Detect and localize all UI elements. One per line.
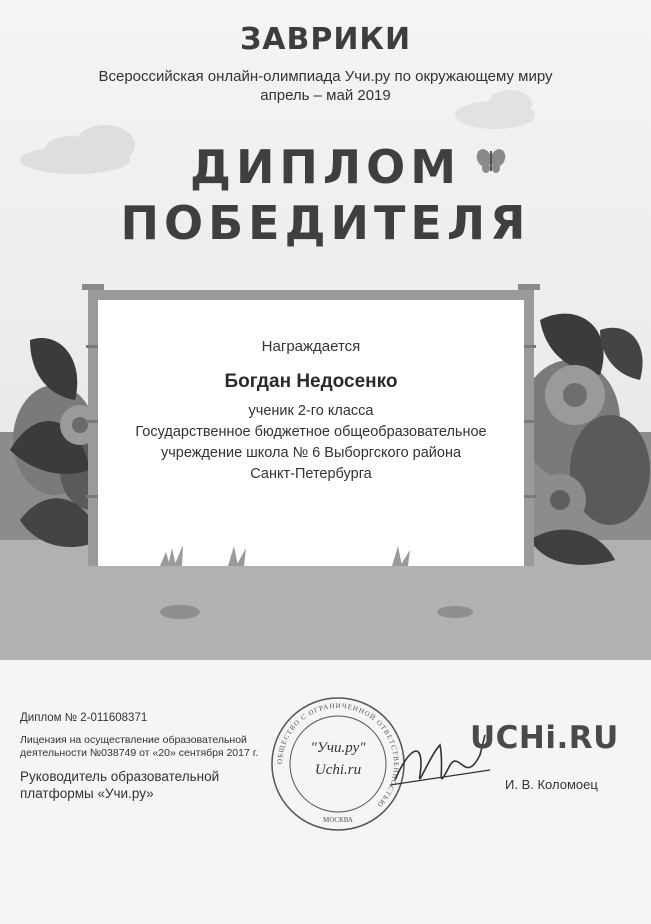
uchi-ru-logo: UCHi.RU (470, 720, 619, 756)
stamp-ring-text: ОБЩЕСТВО С ОГРАНИЧЕННОЙ ОТВЕТСТВЕННОСТЬЮ (275, 701, 401, 810)
license-line-2: деятельности №038749 от «20» сентября 2017 г. (20, 747, 259, 759)
olympiad-line-1: Всероссийская онлайн-олимпиада Учи.ру по окружающему миру (98, 68, 553, 85)
diploma-title-line-1: ДИПЛОМ (189, 140, 462, 194)
director-name: И. В. Коломоец (505, 777, 598, 792)
license-info (20, 734, 258, 760)
head-role (20, 768, 219, 802)
stamp-domain: Uchi.ru (314, 762, 362, 778)
award-label: Награждается (261, 338, 361, 355)
stamp-bottom-text: МОСКВА (323, 816, 353, 824)
winner-name: Богдан Недосенко (224, 371, 398, 392)
city-line: Санкт-Петербурга (250, 466, 372, 482)
grade-line: ученик 2-го класса (248, 403, 374, 419)
head-role-line-2: платформы «Учи.ру» (20, 786, 154, 801)
school-line-2: учреждение школа № 6 Выборгского района (160, 445, 462, 461)
school-line-1: Государственное бюджетное общеобразовательное (135, 424, 487, 440)
head-role-line-1: Руководитель образовательной (20, 769, 220, 784)
olympiad-dates: апрель – май 2019 (260, 87, 391, 104)
olympiad-title (0, 67, 651, 105)
stamp-name: "Учи.ру" (310, 740, 366, 756)
license-line-1: Лицензия на осуществление образовательной (20, 734, 247, 746)
diploma-title-line-2: ПОБЕДИТЕЛЯ (120, 196, 531, 250)
diploma-number: Диплом № 2-011608371 (20, 712, 148, 724)
zavriki-logo: ЗАВРИКИ (239, 22, 412, 57)
